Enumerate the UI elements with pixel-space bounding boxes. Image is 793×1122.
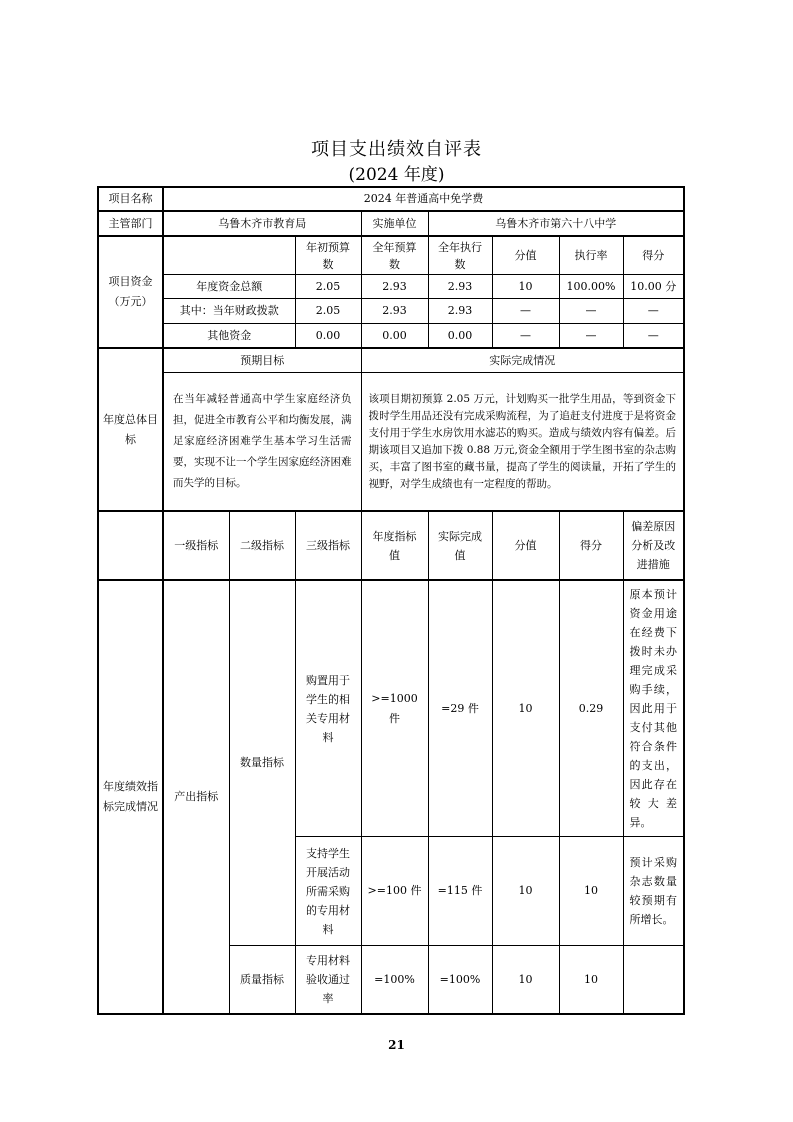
funding-other-execution: 0.00: [428, 324, 492, 349]
annual-goal-actual-header: 实际完成情况: [361, 348, 684, 373]
self-evaluation-table: [97, 186, 685, 1015]
funding-fiscal-rate: —: [559, 299, 623, 324]
indicator-header-actual: 实际完成值: [428, 511, 492, 580]
indicator-header-score-max: 分值: [492, 511, 559, 580]
funding-header-execution-rate: 执行率: [559, 236, 623, 275]
impl-unit-label: 实施单位: [361, 211, 428, 236]
annual-goal-expected-text: 在当年减轻普通高中学生家庭经济负担，促进全市教育公平和均衡发展，满足家庭经济困难学生基本学习生活需要，实现不让一个学生因家庭经济困难而失学的目标。: [163, 373, 361, 512]
indicator-target-value: >=100 件: [361, 837, 428, 946]
funding-fiscal-score-max: —: [492, 299, 559, 324]
indicator-header-score: 得分: [559, 511, 623, 580]
funding-row-total-label: 年度资金总额: [163, 275, 295, 299]
table-row: [98, 187, 684, 211]
indicator-actual-value: =29 件: [428, 580, 492, 837]
funding-row-other-label: 其他资金: [163, 324, 295, 349]
indicator-target-value: =100%: [361, 946, 428, 1015]
funding-header-score: 得分: [623, 236, 684, 275]
dept-value: 乌鲁木齐市教育局: [163, 211, 361, 236]
table-row: [98, 211, 684, 236]
indicator-score-max: 10: [492, 837, 559, 946]
page-subtitle: (2024 年度): [348, 165, 445, 185]
table-row: [98, 580, 684, 837]
indicator-header-level3: 三级指标: [295, 511, 361, 580]
indicator-name: 专用材料验收通过率: [295, 946, 361, 1015]
indicator-header-level1: 一级指标: [163, 511, 229, 580]
indicator-score: 10: [559, 837, 623, 946]
indicator-score-max: 10: [492, 946, 559, 1015]
indicator-name: 支持学生开展活动所需采购的专用材料: [295, 837, 361, 946]
indicator-name: 购置用于学生的相关专用材料: [295, 580, 361, 837]
funding-row-fiscal-label: 其中：当年财政拨款: [163, 299, 295, 324]
indicator-level2-quantity: 数量指标: [229, 580, 295, 946]
funding-total-budget: 2.93: [361, 275, 428, 299]
page-number: 21: [388, 1038, 405, 1052]
indicator-target-value: >=1000 件: [361, 580, 428, 837]
funding-header-annual-execution: 全年执行数: [428, 236, 492, 275]
indicator-header-target: 年度指标值: [361, 511, 428, 580]
funding-other-score-max: —: [492, 324, 559, 349]
table-row: [98, 348, 684, 373]
funding-total-score-max: 10: [492, 275, 559, 299]
funding-header-annual-budget: 全年预算数: [361, 236, 428, 275]
table-row: [98, 275, 684, 299]
annual-goal-expected-header: 预期目标: [163, 348, 361, 373]
indicator-header-level2: 二级指标: [229, 511, 295, 580]
impl-unit-value: 乌鲁木齐市第六十八中学: [428, 211, 684, 236]
table-row: [98, 373, 684, 512]
funding-other-score: —: [623, 324, 684, 349]
indicator-level1-output: 产出指标: [163, 580, 229, 1014]
indicator-actual-value: =100%: [428, 946, 492, 1015]
funding-fiscal-budget: 2.93: [361, 299, 428, 324]
indicator-level2-quality: 质量指标: [229, 946, 295, 1015]
indicator-score: 0.29: [559, 580, 623, 837]
table-row: [98, 299, 684, 324]
funding-section-label: 项目资金（万元）: [98, 236, 163, 348]
indicator-header-deviation: 偏差原因分析及改进措施: [623, 511, 684, 580]
indicators-section-label: 年度绩效指标完成情况: [98, 580, 163, 1014]
annual-goal-actual-text: 该项目期初预算 2.05 万元，计划购买一批学生用品，等到资金下拨时学生用品还没有完成采购流程，为了追赶支付进度于是将资金支付用于学生水房饮用水滤芯的购买。造成与绩效内容有偏差。后期该项目又追加下拨 0.88 万元,资金全额用于学生图书室的杂志购买，丰富了图书室的藏书量，提高了学生的阅读量，开拓了学生的视野，对学生成绩也有一定程度的帮助。: [361, 373, 684, 512]
funding-fiscal-execution: 2.93: [428, 299, 492, 324]
funding-other-rate: —: [559, 324, 623, 349]
funding-fiscal-score: —: [623, 299, 684, 324]
indicator-score-max: 10: [492, 580, 559, 837]
funding-fiscal-initial: 2.05: [295, 299, 361, 324]
project-name-value: 2024 年普通高中免学费: [163, 187, 684, 211]
indicator-deviation-text: 预计采购杂志数量较预期有所增长。: [623, 837, 684, 946]
table-row: [98, 511, 684, 580]
indicator-header-spacer: [98, 511, 163, 580]
funding-header-initial-budget: 年初预算数: [295, 236, 361, 275]
funding-other-budget: 0.00: [361, 324, 428, 349]
funding-total-initial: 2.05: [295, 275, 361, 299]
funding-total-rate: 100.00%: [559, 275, 623, 299]
indicator-actual-value: =115 件: [428, 837, 492, 946]
funding-total-score: 10.00 分: [623, 275, 684, 299]
indicator-deviation-text: [623, 946, 684, 1015]
funding-header-spacer: [163, 236, 295, 275]
funding-other-initial: 0.00: [295, 324, 361, 349]
annual-goal-section-label: 年度总体目标: [98, 348, 163, 511]
page-title: 项目支出绩效自评表: [311, 139, 482, 160]
table-row: [98, 236, 684, 275]
table-row: [98, 324, 684, 349]
indicator-score: 10: [559, 946, 623, 1015]
indicator-deviation-text: 原本预计资金用途在经费下拨时未办理完成采购手续，因此用于支付其他符合条件的支出，因此存在较大差异。: [623, 580, 684, 837]
funding-total-execution: 2.93: [428, 275, 492, 299]
project-name-label: 项目名称: [98, 187, 163, 211]
funding-header-score-max: 分值: [492, 236, 559, 275]
dept-label: 主管部门: [98, 211, 163, 236]
